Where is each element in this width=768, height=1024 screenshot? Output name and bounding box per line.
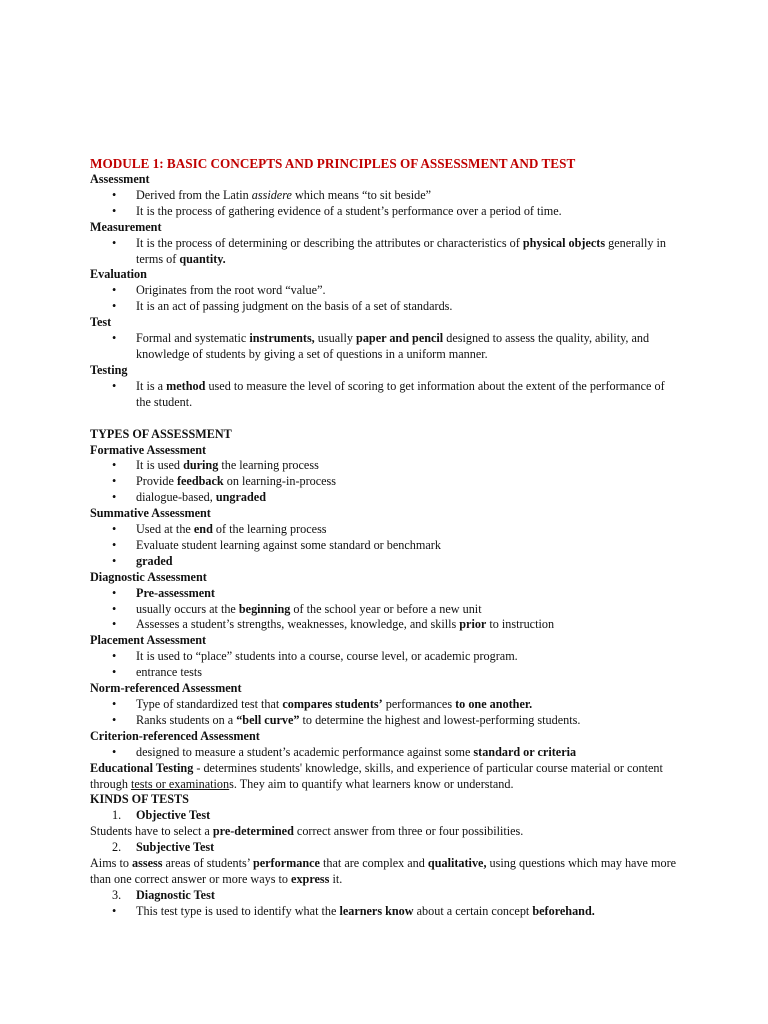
bullet-icon: • [112, 187, 117, 202]
bullet-icon: • [112, 299, 117, 314]
document-page [90, 155, 680, 920]
list-item: • It is a method used to measure the level of scoring to get information about the extent of the performance of the student. [112, 378, 665, 409]
bullet-icon: • [112, 537, 117, 552]
bullet-icon: • [112, 458, 117, 473]
educational-testing-paragraph: Educational Testing - determines students' knowledge, skills, and experience of particular course material or content through tests or examinations. They aim to quantify what learners know or understand. [90, 760, 663, 791]
bullet-icon: • [112, 744, 117, 759]
bullet-icon: • [112, 235, 117, 250]
bullet-icon: • [112, 553, 117, 568]
list-item: 1. Objective Test [112, 808, 211, 823]
heading-measurement: Measurement [90, 219, 162, 234]
tests-link[interactable]: tests or examination [130, 776, 230, 791]
heading-formative: Formative Assessment [90, 442, 207, 457]
bullet-icon: • [112, 331, 117, 346]
list-item: • dialogue-based, ungraded [112, 490, 266, 505]
list-item: 2. Subjective Test [112, 840, 215, 855]
list-item: • Formal and systematic instruments, usually paper and pencil designed to assess the quality, ability, and knowledge of students by giving a set of questions in a uniform manner. [112, 331, 650, 361]
list-item: • graded [112, 553, 173, 568]
list-item: • Pre-assessment [112, 585, 215, 600]
bullet-icon: • [112, 585, 117, 600]
list-item: • Assesses a student’s strengths, weaknesses, knowledge, and skills prior to instruction [112, 617, 555, 632]
list-item: • Ranks students on a “bell curve” to determine the highest and lowest-performing students. [112, 712, 581, 727]
list-item: 3. Diagnostic Test [112, 887, 215, 902]
subjective-test-paragraph: Aims to assess areas of students’ performance that are complex and qualitative, using questions which may have more than one correct answer or more ways to express it. [90, 856, 677, 886]
list-item: • Used at the end of the learning process [112, 522, 327, 537]
heading-test: Test [90, 315, 112, 330]
list-item: • It is the process of determining or describing the attributes or characteristics of physical objects generally in terms of quantity. [112, 235, 667, 266]
module-title: MODULE 1: BASIC CONCEPTS AND PRINCIPLES OF ASSESSMENT AND TEST [90, 156, 576, 171]
bullet-icon: • [112, 617, 117, 632]
bullet-icon: • [112, 601, 117, 616]
bullet-icon: • [112, 378, 117, 393]
bullet-icon: • [112, 490, 117, 505]
list-item: • It is used during the learning process [112, 458, 319, 473]
heading-criterion-referenced: Criterion-referenced Assessment [90, 728, 260, 743]
bullet-icon: • [112, 474, 117, 489]
list-item: • Type of standardized test that compares students’ performances to one another. [112, 697, 533, 711]
bullet-icon: • [112, 697, 117, 711]
heading-kinds-of-tests: KINDS OF TESTS [90, 792, 189, 807]
bullet-icon: • [112, 903, 117, 918]
bullet-icon: • [112, 522, 117, 537]
list-item: • entrance tests [112, 665, 202, 680]
list-item: • Evaluate student learning against some standard or benchmark [112, 537, 441, 552]
heading-norm-referenced: Norm-referenced Assessment [90, 681, 242, 696]
bullet-icon: • [112, 712, 117, 727]
heading-evaluation: Evaluation [90, 267, 147, 282]
list-item: • It is used to “place” students into a course, course level, or academic program. [112, 649, 518, 664]
list-item: • usually occurs at the beginning of the school year or before a new unit [112, 601, 482, 616]
list-item: • Provide feedback on learning-in-process [112, 474, 337, 489]
bullet-icon: • [112, 665, 117, 680]
heading-summative: Summative Assessment [90, 506, 211, 521]
list-item: • This test type is used to identify what the learners know about a certain concept beforehand. [112, 903, 595, 918]
heading-placement: Placement Assessment [90, 633, 207, 648]
bullet-icon: • [112, 649, 117, 664]
list-item: • It is the process of gathering evidence of a student’s performance over a period of time. [112, 203, 562, 218]
bullet-icon: • [112, 283, 117, 298]
heading-testing: Testing [90, 362, 128, 377]
list-item: • Derived from the Latin assidere which means “to sit beside” [112, 187, 432, 202]
objective-test-paragraph: Students have to select a pre-determined correct answer from three or four possibilities. [90, 824, 524, 839]
heading-types-of-assessment: TYPES OF ASSESSMENT [90, 426, 232, 441]
heading-diagnostic: Diagnostic Assessment [90, 569, 207, 584]
list-item: • designed to measure a student’s academic performance against some standard or criteria [112, 744, 577, 759]
bullet-icon: • [112, 203, 117, 218]
heading-assessment: Assessment [90, 172, 150, 186]
list-item: • Originates from the root word “value”. [112, 283, 326, 298]
list-item: • It is an act of passing judgment on the basis of a set of standards. [112, 299, 453, 314]
